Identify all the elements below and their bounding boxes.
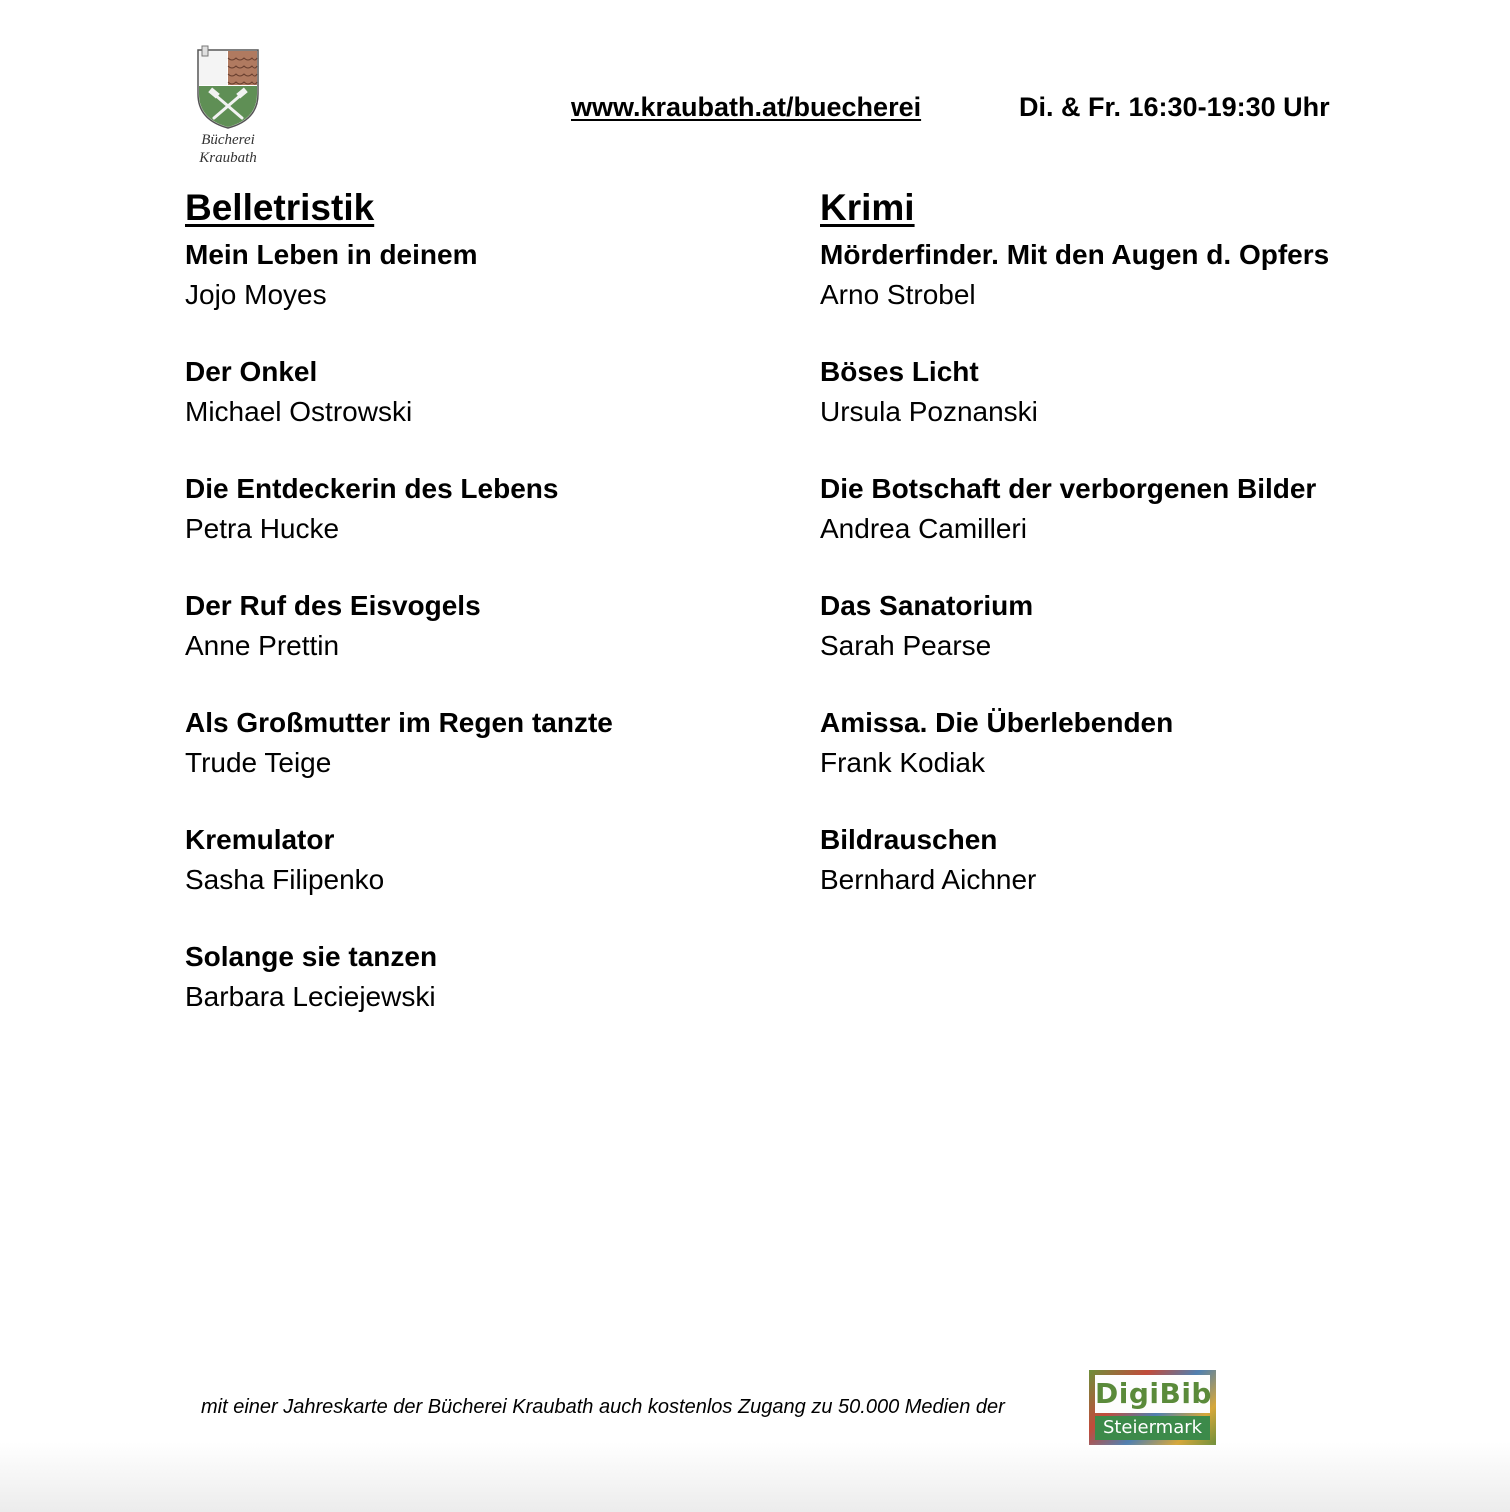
book-title: Der Onkel (185, 356, 318, 387)
book-entry (820, 587, 1420, 704)
digibib-badge-subtitle: Steiermark (1095, 1416, 1210, 1440)
book-author: Trude Teige (185, 747, 332, 778)
belletristik-column (185, 186, 785, 1055)
book-author: Petra Hucke (185, 513, 340, 544)
book-entry (820, 353, 1420, 470)
book-author: Barbara Leciejewski (185, 981, 436, 1012)
book-title: Die Entdeckerin des Lebens (185, 473, 559, 504)
book-author: Sasha Filipenko (185, 864, 385, 895)
coat-of-arms-icon (194, 44, 262, 130)
digibib-badge[interactable] (1089, 1370, 1216, 1445)
book-author: Anne Prettin (185, 630, 340, 661)
book-author: Arno Strobel (820, 279, 976, 310)
book-entry (185, 587, 785, 704)
book-author: Frank Kodiak (820, 747, 985, 778)
book-title: Kremulator (185, 824, 335, 855)
book-title: Mein Leben in deinem (185, 239, 478, 270)
book-author: Jojo Moyes (185, 279, 327, 310)
book-title: Das Sanatorium (820, 590, 1034, 621)
krimi-column (820, 186, 1420, 938)
book-author: Ursula Poznanski (820, 396, 1038, 427)
column-heading: Belletristik (185, 187, 375, 228)
website-link[interactable]: www.kraubath.at/buecherei (571, 92, 922, 122)
book-author: Bernhard Aichner (820, 864, 1037, 895)
book-entry (185, 353, 785, 470)
book-title: Als Großmutter im Regen tanzte (185, 707, 613, 738)
page-bottom-shadow (0, 1442, 1510, 1512)
book-title: Der Ruf des Eisvogels (185, 590, 481, 621)
book-title: Amissa. Die Überlebenden (820, 707, 1174, 738)
column-heading: Krimi (820, 187, 915, 228)
book-title: Die Botschaft der verborgenen Bilder (820, 473, 1317, 504)
book-entry (820, 470, 1420, 587)
book-entry (820, 704, 1420, 821)
book-author: Andrea Camilleri (820, 513, 1027, 544)
book-entry (185, 470, 785, 587)
footer-note: mit einer Jahreskarte der Bücherei Kraubath auch kostenlos Zugang zu 50.000 Medien der (201, 1396, 1005, 1418)
book-entry (820, 236, 1420, 353)
logo-text-line2: Kraubath (199, 150, 257, 166)
opening-hours: Di. & Fr. 16:30-19:30 Uhr (1019, 92, 1330, 122)
book-title: Böses Licht (820, 356, 979, 387)
library-logo (190, 44, 270, 168)
book-entry (185, 236, 785, 353)
book-title: Solange sie tanzen (185, 941, 438, 972)
book-title: Mörderfinder. Mit den Augen d. Opfers (820, 239, 1330, 270)
book-title: Bildrauschen (820, 824, 998, 855)
book-entry (185, 938, 785, 1055)
logo-text-line1: Bücherei (201, 132, 255, 148)
book-entry (820, 821, 1420, 938)
book-author: Sarah Pearse (820, 630, 992, 661)
book-entry (185, 821, 785, 938)
book-entry (185, 704, 785, 821)
book-author: Michael Ostrowski (185, 396, 413, 427)
digibib-badge-title: DigiBib (1095, 1375, 1210, 1413)
